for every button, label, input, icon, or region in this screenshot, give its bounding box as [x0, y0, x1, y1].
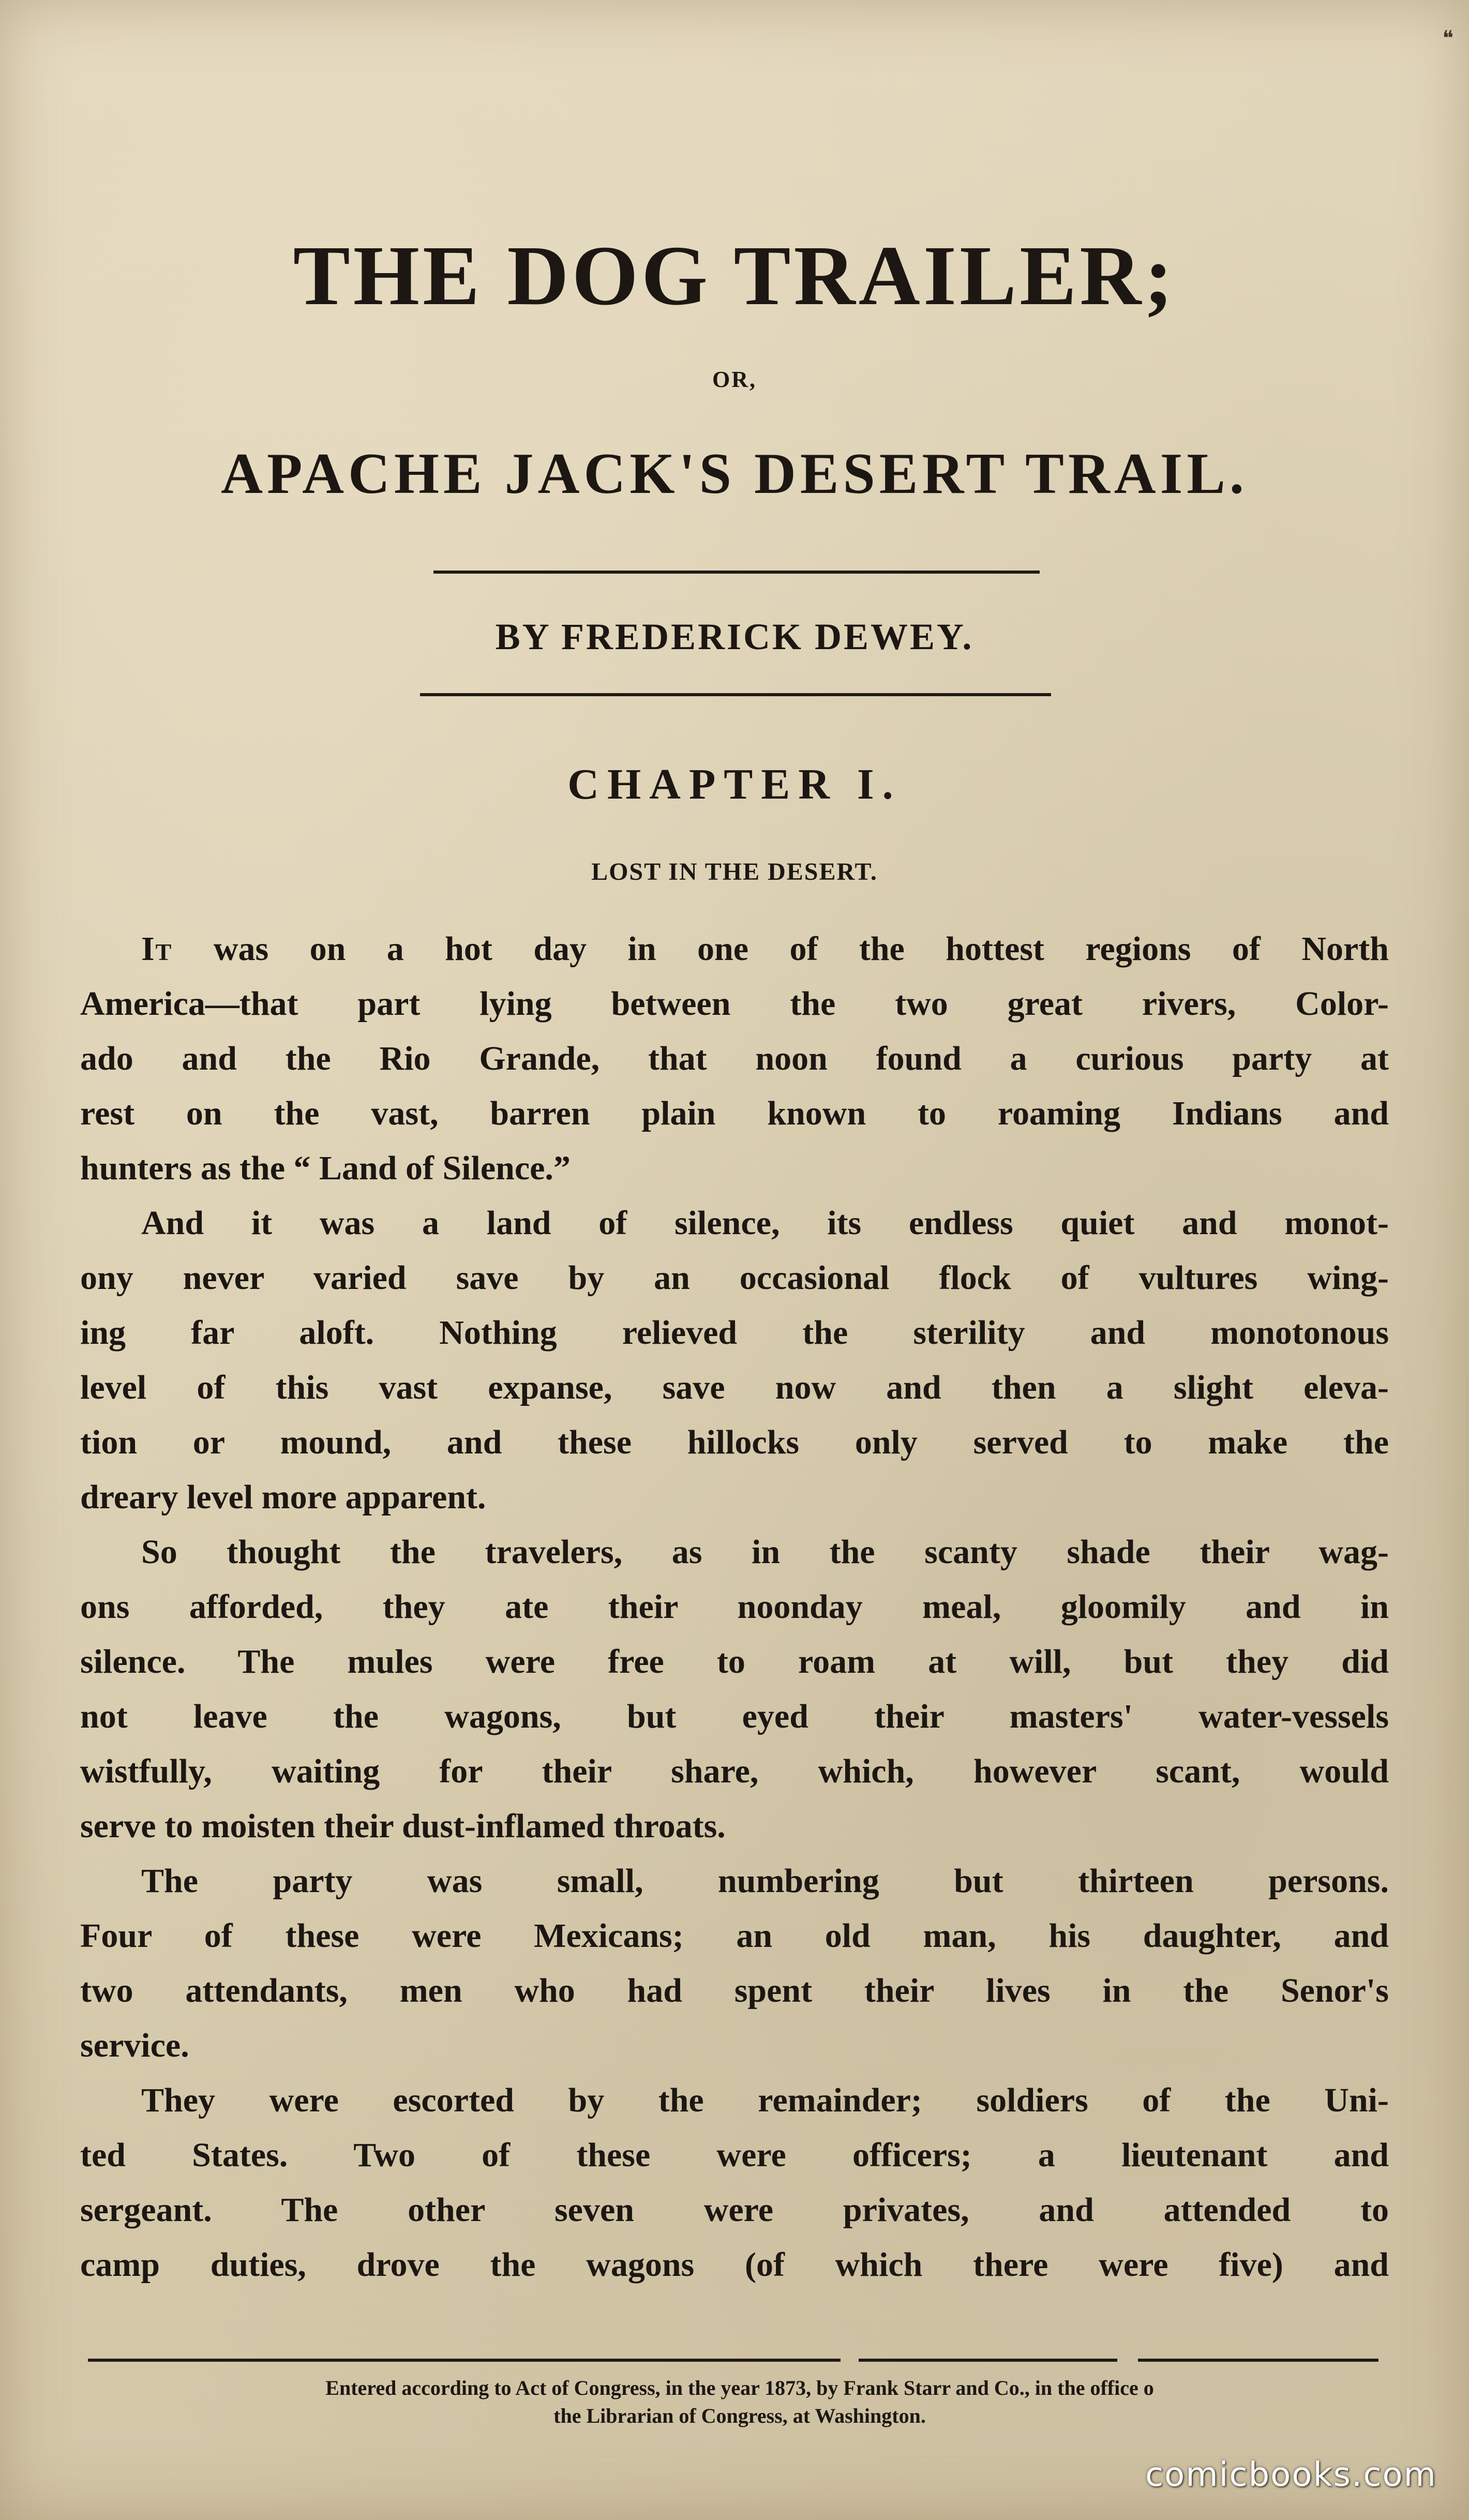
footer-rule [1138, 2359, 1378, 2362]
text-line: serve to moisten their dust-inflamed throats. [80, 1807, 726, 1845]
text-line: tion or mound, and these hillocks only served to make the [80, 1423, 1389, 1461]
chapter-title: LOST IN THE DESERT. [591, 858, 878, 886]
text-line: ted States. Two of these were officers; a lieutenant and [80, 2136, 1389, 2174]
text-line: dreary level more apparent. [80, 1478, 486, 1516]
text-line: So thought the travelers, as in the scanty shade their wag- [141, 1533, 1389, 1571]
text-line: hunters as the “ Land of Silence.” [80, 1149, 571, 1187]
corner-mark: ❝ [1442, 26, 1453, 50]
text-line: ons afforded, they ate their noonday meal, gloomily and in [80, 1588, 1389, 1626]
text-line [80, 922, 1389, 977]
copyright-notice [67, 2374, 1412, 2430]
footer-rule [859, 2359, 1117, 2362]
book-subtitle: APACHE JACK'S DESERT TRAIL. [221, 442, 1248, 506]
text-line: rest on the vast, barren plain known to roaming Indians and [80, 1094, 1389, 1132]
text-line: The party was small, numbering but thirteen persons. [141, 1862, 1389, 1900]
text-line: level of this vast expanse, save now and then a slight eleva- [80, 1369, 1389, 1406]
site-watermark: comicbooks.com [1145, 2456, 1437, 2494]
text-line: service. [80, 2027, 189, 2064]
text-line: sergeant. The other seven were privates, and attended to [80, 2191, 1389, 2229]
title-conjunction: OR, [712, 367, 757, 392]
text-line: And it was a land of silence, its endless quiet and monot- [141, 1204, 1389, 1242]
author-byline: BY FREDERICK DEWEY. [495, 616, 974, 657]
text-line: camp duties, drove the wagons (of which there were five) and [80, 2246, 1389, 2284]
text-line: Four of these were Mexicans; an old man, his daughter, and [80, 1917, 1389, 1955]
text-line-rest: was on a hot day in one of the hottest regions of North [172, 930, 1389, 968]
dropcap-word: It [141, 930, 173, 968]
text-line: silence. The mules were free to roam at will, but they did [80, 1643, 1389, 1681]
text-line: wistfully, waiting for their share, which, however scant, would [80, 1752, 1389, 1790]
text-line: They were escorted by the remainder; soldiers of the Uni- [141, 2081, 1389, 2119]
text-line: ing far aloft. Nothing relieved the sterility and monotonous [80, 1314, 1389, 1352]
text-line: ado and the Rio Grande, that noon found a curious party at [80, 1040, 1389, 1077]
byline-rule-top [433, 571, 1040, 574]
text-line: America—that part lying between the two great rivers, Color- [80, 985, 1389, 1023]
body-text [80, 922, 1389, 2292]
chapter-heading: CHAPTER I. [567, 760, 902, 808]
text-line: two attendants, men who had spent their lives in the Senor's [80, 1972, 1389, 2009]
footer-rule [88, 2359, 841, 2362]
text-line: ony never varied save by an occasional flock of vultures wing- [80, 1259, 1389, 1297]
copyright-line: Entered according to Act of Congress, in the year 1873, by Frank Starr and Co., in the office o [325, 2376, 1154, 2399]
copyright-line: the Librarian of Congress, at Washington. [553, 2404, 926, 2427]
text-line: not leave the wagons, but eyed their masters' water-vessels [80, 1698, 1389, 1735]
book-title: THE DOG TRAILER; [293, 228, 1176, 323]
byline-rule-bottom [420, 693, 1051, 696]
